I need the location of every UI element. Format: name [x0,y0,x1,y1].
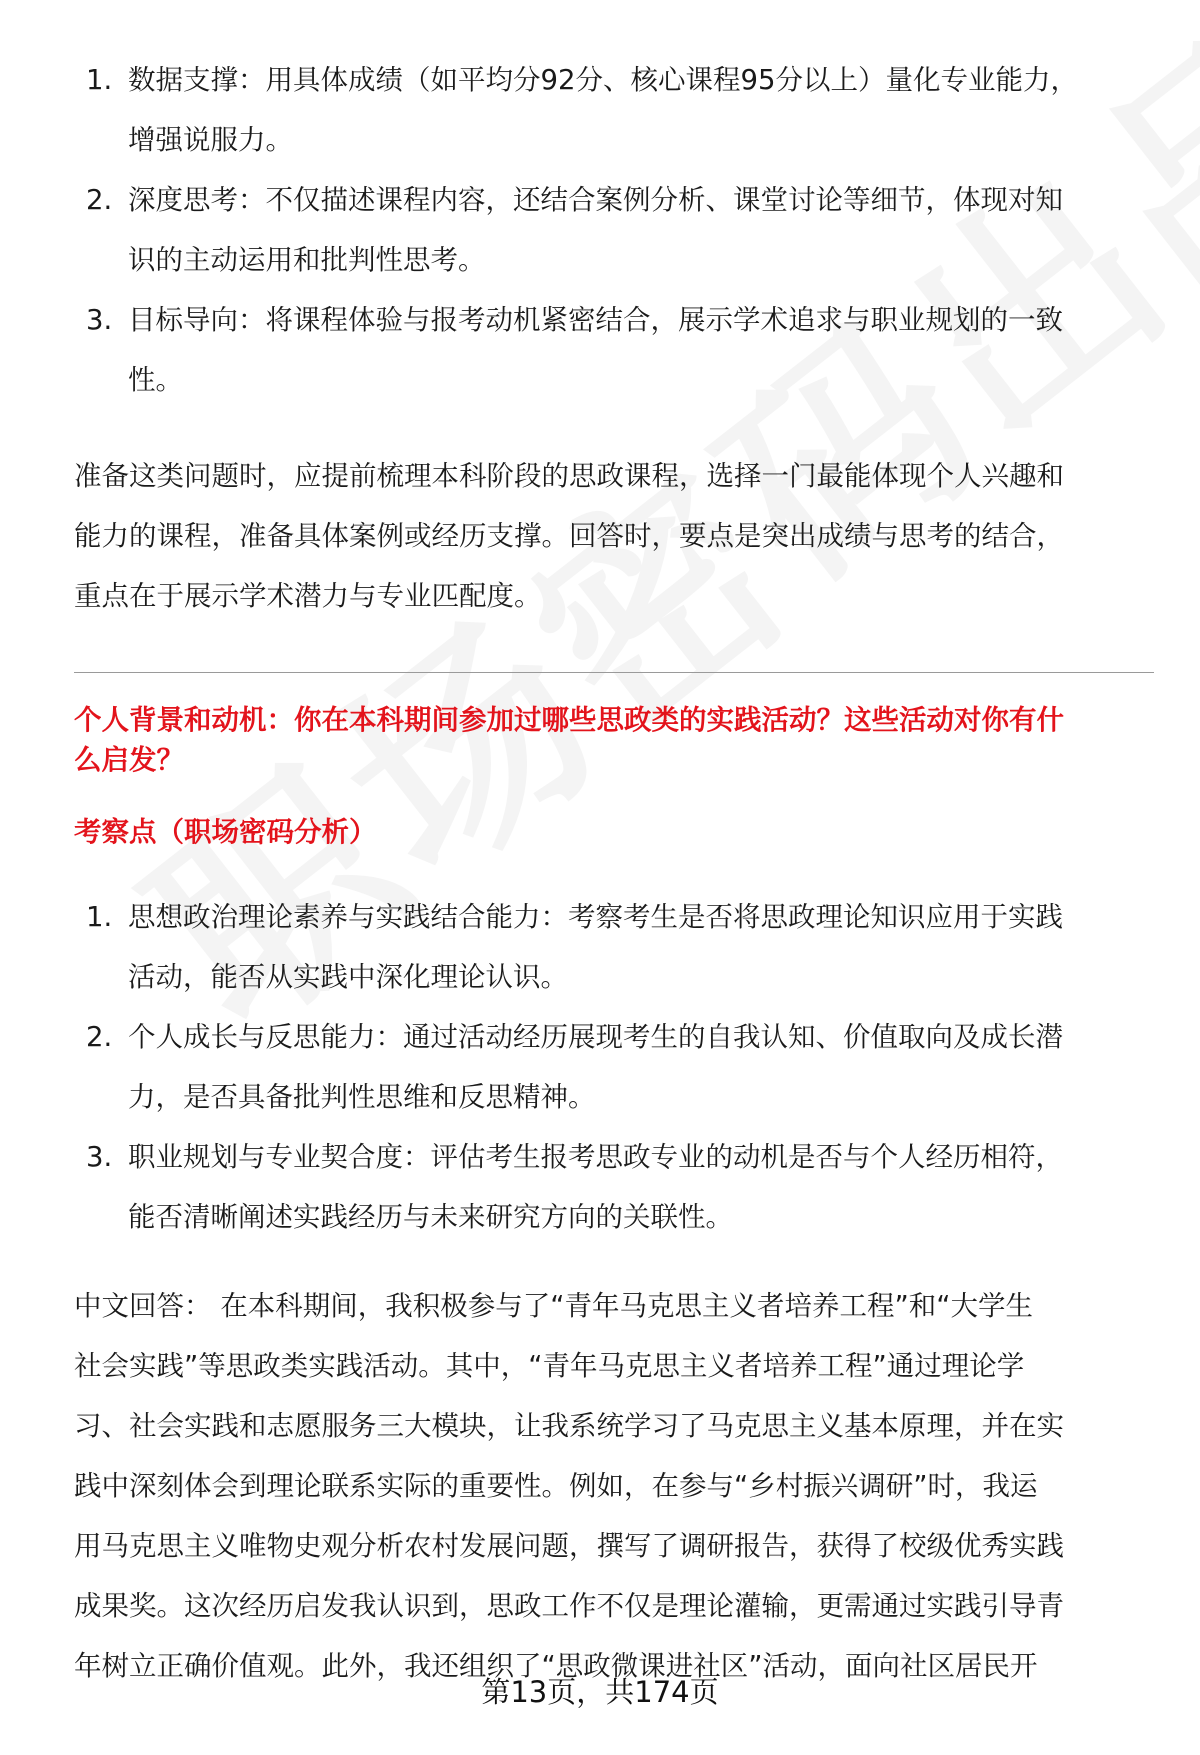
text-line: 识的主动运用和批判性思考。 [128,244,486,276]
text-line: 增强说服力。 [128,124,293,156]
text-line: 活动，能否从实践中深化理论认识。 [128,961,568,993]
list-item [74,50,1149,170]
assessment-points-list [74,887,1149,1247]
text-line: 习、社会实践和志愿服务三大模块，让我系统学习了马克思主义基本原理，并在实 [74,1410,1064,1442]
list-number: 1. [86,901,113,933]
text-line: 社会实践”等思政类实践活动。其中，“青年马克思主义者培养工程”通过理论学 [74,1350,1025,1382]
text-line: 职业规划与专业契合度：评估考生报考思政专业的动机是否与个人经历相符， [128,1141,1063,1173]
text-line: 能否清晰阐述实践经历与未来研究方向的关联性。 [128,1201,733,1233]
list-number: 2. [86,184,113,216]
assessment-subheading: 考察点（职场密码分析） [74,816,377,848]
text-line: 性。 [128,364,183,396]
list-item [74,1127,1149,1247]
list-item [74,170,1149,290]
text-line: 年树立正确价值观。此外，我还组织了“思政微课进社区”活动，面向社区居民开 [74,1650,1038,1682]
list-number: 2. [86,1021,113,1053]
text-line: 个人成长与反思能力：通过活动经历展现考生的自我认知、价值取向及成长潜 [128,1021,1063,1053]
list-item [74,1007,1149,1127]
text-line: 能力的课程，准备具体案例或经历支撑。回答时，要点是突出成绩与思考的结合， [74,520,1064,552]
list-number: 3. [86,1141,113,1173]
text-line: 深度思考：不仅描述课程内容，还结合案例分析、课堂讨论等细节，体现对知 [128,184,1063,216]
text-line: 践中深刻体会到理论联系实际的重要性。例如，在参与“乡村振兴调研”时，我运 [74,1470,1038,1502]
question-heading [74,700,1154,780]
text-line: 个人背景和动机：你在本科期间参加过哪些思政类的实践活动？这些活动对你有什 [74,704,1064,736]
preparation-paragraph [74,446,1154,626]
text-line: 中文回答： 在本科期间，我积极参与了“青年马克思主义者培养工程”和“大学生 [74,1290,1033,1322]
list-number: 3. [86,304,113,336]
text-line: 用马克思主义唯物史观分析农村发展问题，撰写了调研报告，获得了校级优秀实践 [74,1530,1064,1562]
text-line: 成果奖。这次经历启发我认识到，思政工作不仅是理论灌输，更需通过实践引导青 [74,1590,1064,1622]
text-line: 准备这类问题时，应提前梳理本科阶段的思政课程，选择一门最能体现个人兴趣和 [74,460,1064,492]
text-line: 么启发？ [74,744,184,776]
text-line: 重点在于展示学术潜力与专业匹配度。 [74,580,542,612]
text-line: 力，是否具备批判性思维和反思精神。 [128,1081,596,1113]
text-line: 数据支撑：用具体成绩（如平均分92分、核心课程95分以上）量化专业能力， [128,64,1078,96]
list-item [74,887,1149,1007]
page-number-footer: 第13页，共174页 [481,1675,719,1709]
text-line: 目标导向：将课程体验与报考动机紧密结合，展示学术追求与职业规划的一致 [128,304,1063,336]
section-divider [74,672,1154,673]
answer-paragraph [74,1276,1154,1696]
list-number: 1. [86,64,113,96]
text-line: 思想政治理论素养与实践结合能力：考察考生是否将思政理论知识应用于实践 [128,901,1063,933]
tips-list [74,50,1149,410]
list-item [74,290,1149,410]
